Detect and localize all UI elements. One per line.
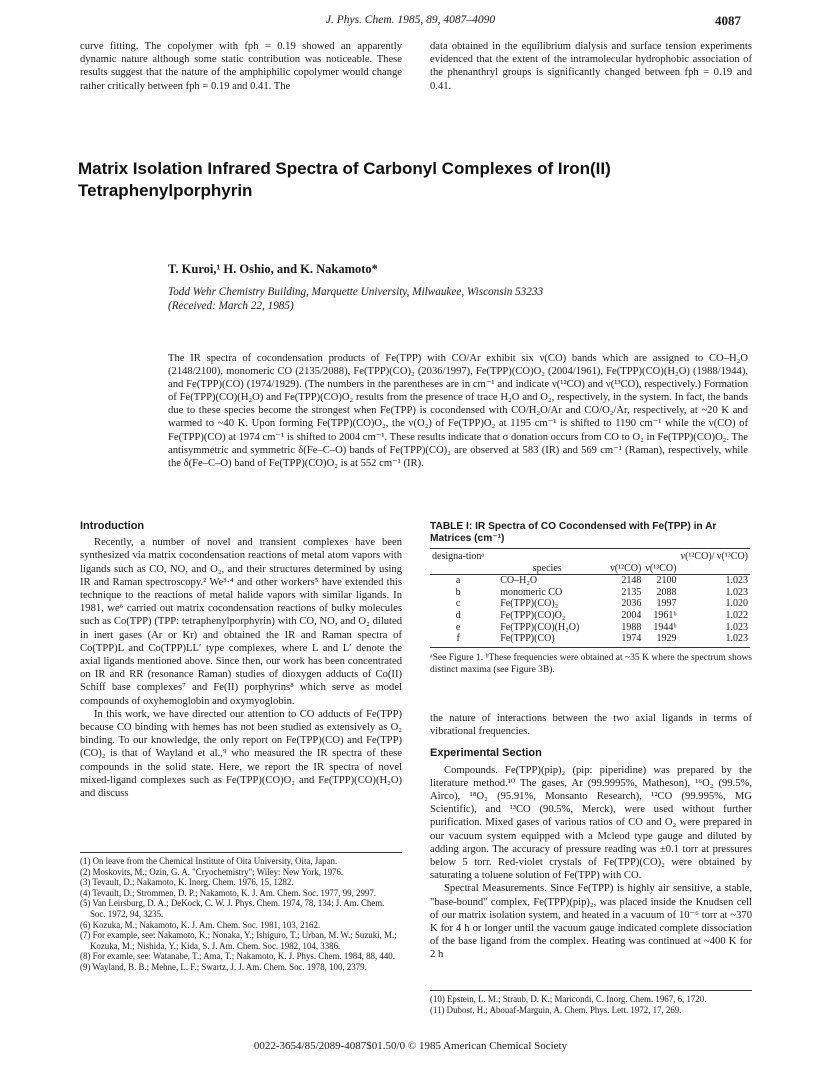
footnotes-right <box>430 990 752 1015</box>
footnote: (2) Moskovits, M.; Ozin, G. A. "Cryochemistry"; Wiley: New York, 1976. <box>80 866 344 877</box>
abstract: The IR spectra of cocondensation products of Fe(TPP) with CO/Ar exhibit six ν(CO) bands which are assigned to CO–H₂O (2148/2100), monomeric CO (2135/2088), Fe(TPP)(CO)₂ (2036/1997), Fe(TPP)(CO)O₂ (2004/1961), Fe(TPP)(CO)(H₂O) (1988/1944), and Fe(TPP)(CO) (1974/1929). (The numbers in the parentheses are in cm⁻¹ and indicate ν(¹²CO) and ν(¹³CO), respectively.) Formation of Fe(TPP)(CO)(H₂O) and Fe(TPP)(CO)O₂ results from the presence of trace H₂O and O₂, respectively, in the system. In fact, the bands due to these species become the strongest when Fe(TPP) is cocondensed with CO/H₂O/Ar and CO/O₂/Ar, respectively, at ~20 K and warmed to ~40 K. Upon forming Fe(TPP)(CO)O₂, the ν(O₂) of Fe(TPP)O₂ at 1195 cm⁻¹ is shifted to 1190 cm⁻¹ while the ν(CO) of Fe(TPP)(CO) at 1974 cm⁻¹ is shifted to 2004 cm⁻¹. These results indicate that σ donation occurs from CO to O₂ in Fe(TPP)(CO)O₂. The antisymmetric and symmetric δ(Fe–C–O) bands of Fe(TPP)(CO)₂ are observed at 583 (IR) and 569 cm⁻¹ (Raman), respectively, while the δ(Fe–C–O) band of Fe(TPP)(CO)O₂ is at 552 cm⁻¹ (IR). <box>168 353 748 469</box>
footnote-list <box>80 856 402 973</box>
table-row <box>430 610 750 622</box>
table-body <box>430 575 750 645</box>
table-cell: 1988 <box>621 621 642 633</box>
table-cell: 2004 <box>621 609 642 621</box>
table-cell: Fe(TPP)(CO)(H₂O) <box>500 621 580 633</box>
journal-name: J. Phys. Chem. <box>325 14 395 26</box>
carryover-left <box>80 40 402 93</box>
author-list: T. Kuroi,¹ H. Oshio, and K. Nakamoto* <box>168 262 378 276</box>
table-cell: 1.023 <box>725 621 748 633</box>
table-cell: 2135 <box>621 586 642 598</box>
right-column-text <box>430 712 752 962</box>
affiliation: Todd Wehr Chemistry Building, Marquette University, Milwaukee, Wisconsin 53233 <box>168 286 544 298</box>
continuation-paragraph: the nature of interactions between the two axial ligands in terms of vibrational frequencies. <box>430 713 752 738</box>
table-cell: Fe(TPP)(CO)₂ <box>500 598 559 610</box>
table-cell: 1974 <box>621 633 642 645</box>
table-cell: 1.023 <box>725 575 748 587</box>
table-cell: 1997 <box>656 598 677 610</box>
introduction-paragraph: In this work, we have directed our attention to CO adducts of Fe(TPP) because CO binding with hemes has not been studied as extensively as O₂ binding. To our knowledge, the only report on Fe(TPP)(CO) and Fe(TPP)(CO)₂ is that of Wayland et al.,⁹ who measured the IR spectra of these compounds in the solid state. Here, we report the IR spectra of novel mixed-ligand complexes such as Fe(TPP)(CO)O₂ and Fe(TPP)(CO)(H₂O) and discuss <box>80 708 402 800</box>
footnotes-left <box>80 852 402 973</box>
table-cell: 1.020 <box>725 598 748 610</box>
table-cell: a <box>455 575 461 587</box>
footnote: (3) Tevault, D.; Nakamoto, K. Inorg. Chem. 1976, 15, 1282. <box>80 877 294 888</box>
compounds-paragraph: Compounds. Fe(TPP)(pip)₂ (pip: piperidine) was prepared by the literature method.¹⁰ The gases, Ar (99.9995%, Matheson), ¹⁶O₂ (99.5%, Airco), ¹⁸O₂ (95.91%, Monsanto Research), ¹²CO (99.995%, MG Scientific), and ¹³CO (90.5%, Merck), were used without further purification. Mixed gases of various ratios of CO and O₂ were prepared in our vacuum system equipped with a Mcleod type gauge and diluted by adding argon. The accuracy of pressure reading was ±0.1 torr at pressures below 5 torr. Red-violet crystals of Fe(TPP)(CO)₂ were obtained by saturating a toluene solution of Fe(TPP) with CO. <box>430 764 752 882</box>
footnote: (5) Van Leirsburg, D. A.; DeKock, C. W. J. Phys. Chem. 1974, 78, 134; J. Am. Chem. Soc. 1972, 94, 3235. <box>80 898 385 919</box>
spectral-paragraph: Spectral Measurements. Since Fe(TPP) is highly air sensitive, a stable, "base-bound" complex, Fe(TPP)(pip)₂, was placed inside the Knudsen cell of our matrix isolation system, and heated in a vacuum of 10⁻⁶ torr at ~370 K for 4 h or longer until the vacuum gauge indicated complete dissociation of the base ligand from the complex. Heating was continued at ~400 K for 2 h <box>430 883 752 961</box>
column-header: ν(¹²CO)/ ν(¹³CO) <box>680 551 748 562</box>
table-cell: 1961ᵇ <box>653 609 677 621</box>
running-header <box>0 14 821 26</box>
journal-citation: 1985, 89, 4087–4090 <box>397 14 496 26</box>
table-cell: f <box>456 633 460 645</box>
table-row <box>430 575 750 587</box>
column-header: species <box>532 562 562 574</box>
table-cell: 2100 <box>656 575 677 587</box>
table-row <box>430 587 750 599</box>
table-bottom-rule <box>430 647 750 648</box>
article-title: Matrix Isolation Infrared Spectra of Carbonyl Complexes of Iron(II) Tetraphenylporphyrin <box>78 159 611 200</box>
footnote: (4) Tevault, D.; Strommen, D. P.; Nakamoto, K. J. Am. Chem. Soc. 1977, 99, 2997. <box>80 887 377 898</box>
column-header: designa-tionᵃ <box>432 551 485 562</box>
footnote: (8) For examle, see: Watanabe, T.; Ama, T.; Nakamoto, K. J. Phys. Chem. 1984, 88, 440. <box>80 951 395 962</box>
footnote: (6) Kozuka, M.; Nakamoto, K. J. Am. Chem. Soc. 1981, 103, 2162. <box>80 919 321 930</box>
table-footnote: ᵃSee Figure 1. ᵇThese frequencies were obtained at ~35 K where the spectrum shows distinct maxima (see Figure 3B). <box>430 652 752 675</box>
table-cell: 1929 <box>656 633 677 645</box>
carryover-right <box>430 40 752 93</box>
table-cell: c <box>455 598 461 610</box>
carryover-right-text: data obtained in the equilibrium dialysis and surface tension experiments evidenced that the extent of the intramolecular hydrophobic association of the phenanthryl groups is significantly changed between fph = 0.19 and 0.41. <box>430 41 752 92</box>
footnote-rule <box>80 852 402 853</box>
table-cell: 1.023 <box>725 586 748 598</box>
table-cell: 2148 <box>621 575 642 587</box>
table-cell: Fe(TPP)(CO)O₂ <box>500 609 566 621</box>
table-1 <box>430 521 752 676</box>
table-row <box>430 633 750 645</box>
footnote: (9) Wayland, B. B.; Mehne, L. F.; Swartz, J. J. Am. Chem. Soc. 1978, 100, 2379. <box>80 961 367 972</box>
table-row <box>430 598 750 610</box>
table-cell: 2036 <box>621 598 642 610</box>
introduction-paragraph: Recently, a number of novel and transient complexes have been synthesized via matrix cocondensation reactions of metal atom vapors with ligands such as CO, NO, and O₂, and their structures determined by using IR and Raman spectroscopy.² We³·⁴ and other workers⁵ have extended this technique to the reactions of metal halide vapors with similar ligands. In 1981, we⁶ carried out matrix cocondensation reactions of bulky molecules such as Co(TPP) (TPP: tetraphenylporphyrin) with CO, NO, and O₂ diluted in inert gases (Ar or Kr) and obtained the IR and Raman spectra of Co(TPP)L and Co(TPP)LL′ type complexes, where L and L′ denote the axial ligands mentioned above. Since then, our work has been concentrated on IR and RR (resonance Raman) studies of dioxygen adducts of Co(II) Schiff base complexes⁷ and Fe(II) porphyrins⁸ which serve as model compounds of oxyhemoglobin and oxymyoglobin. <box>80 537 402 707</box>
affiliation-block <box>168 285 543 313</box>
page-number: 4087 <box>715 13 741 28</box>
footnote: (1) On leave from the Chemical Institute of Oita University, Oita, Japan. <box>80 856 338 866</box>
received-date: (Received: March 22, 1985) <box>168 300 294 312</box>
footnote: (10) Epstein, L. M.; Straub, D. K.; Maricondi, C. Inorg. Chem. 1967, 6, 1720. <box>430 994 707 1004</box>
introduction-section <box>80 520 402 800</box>
table-caption: TABLE I: IR Spectra of CO Cocondensed with Fe(TPP) in Ar Matrices (cm⁻¹) <box>430 521 717 544</box>
table-cell: b <box>455 586 461 598</box>
data-table <box>430 548 750 645</box>
footnote: (7) For example, see: Nakamoto, K.; Nonaka, Y.; Ishiguro, T.; Urban, M. W.; Suzuki, M.; Kozuka, M.; Nishida, Y.; Kida, S. J. Am. Chem. Soc. 1982, 104, 3386. <box>80 930 397 951</box>
column-header: ν(¹²CO) <box>610 562 642 574</box>
footnote-rule <box>430 990 752 991</box>
table-cell: 1.023 <box>725 633 748 645</box>
table-cell: 1944ᵇ <box>653 621 677 633</box>
table-cell: CO–H₂O <box>500 575 538 587</box>
table-cell: 2088 <box>656 586 677 598</box>
table-cell: e <box>455 621 461 633</box>
table-cell: monomeric CO <box>500 586 563 598</box>
column-header: ν(¹³CO) <box>645 562 677 574</box>
carryover-left-text: curve fitting. The copolymer with fph = 0.19 showed an apparently dynamic nature although some static contribution was noticeable. These results suggest that the nature of the amphiphilic copolymer would change rather critically between fph = 0.19 and 0.41. The <box>80 41 402 92</box>
footnote: (11) Dubost, H.; Abouaf-Marguin, A. Chem. Phys. Lett. 1972, 17, 269. <box>430 1004 682 1015</box>
introduction-heading: Introduction <box>80 520 145 532</box>
copyright-footer: 0022-3654/85/2089-4087$01.50/0 © 1985 American Chemical Society <box>253 1040 568 1052</box>
footnote-list <box>430 994 752 1015</box>
table-cell: 1.022 <box>725 609 748 621</box>
table-cell: d <box>455 609 461 621</box>
table-row <box>430 622 750 634</box>
table-cell: Fe(TPP)(CO) <box>500 633 555 645</box>
experimental-heading: Experimental Section <box>430 747 542 760</box>
